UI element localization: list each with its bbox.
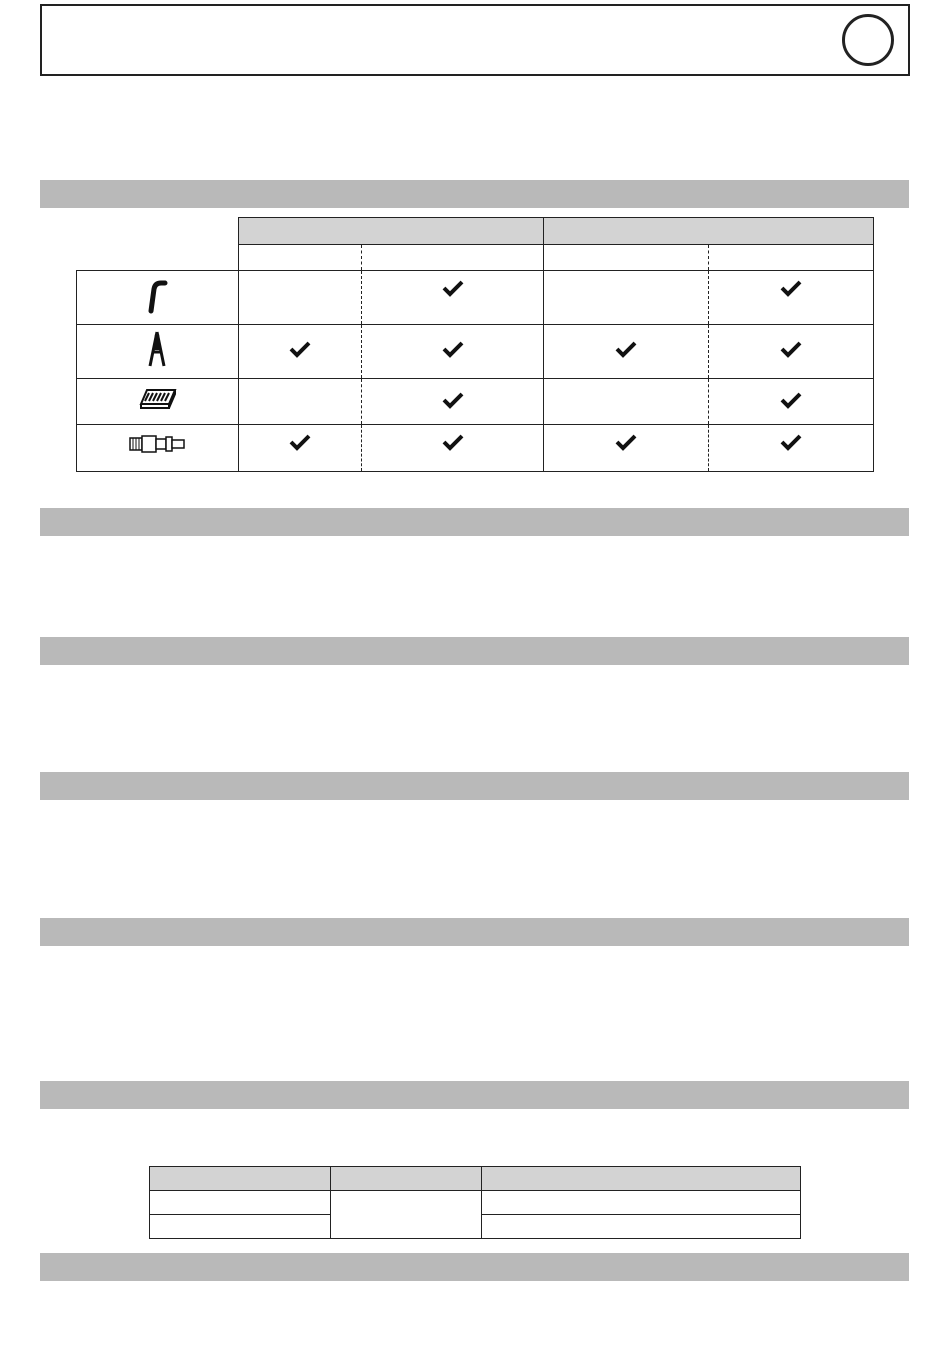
subheader-cell xyxy=(709,245,874,271)
check-cell xyxy=(238,325,361,379)
torch-icon xyxy=(145,275,169,315)
check-cell xyxy=(361,271,544,325)
spec-header-cell xyxy=(482,1167,801,1191)
check-cell xyxy=(238,425,361,472)
spec-cell xyxy=(150,1215,331,1239)
check-cell xyxy=(361,379,544,425)
table-corner xyxy=(77,218,239,245)
compatibility-table xyxy=(76,217,874,472)
circle-badge-icon xyxy=(842,14,894,66)
check-icon xyxy=(289,340,311,358)
check-cell xyxy=(709,271,874,325)
group-header-2 xyxy=(544,218,874,245)
check-icon xyxy=(780,391,802,409)
table-row xyxy=(77,271,874,325)
subheader-cell xyxy=(544,245,709,271)
spec-cell xyxy=(150,1191,331,1215)
check-cell xyxy=(709,379,874,425)
header-box xyxy=(40,4,910,76)
check-cell xyxy=(544,379,709,425)
group-header-1 xyxy=(238,218,544,245)
row-icon-cell xyxy=(77,425,239,472)
check-icon xyxy=(780,279,802,297)
check-cell xyxy=(544,325,709,379)
spec-merged-cell xyxy=(330,1191,482,1239)
section-bar-2 xyxy=(40,508,909,536)
check-cell xyxy=(544,271,709,325)
row-icon-cell xyxy=(77,271,239,325)
spec-cell xyxy=(482,1215,801,1239)
row-icon-cell xyxy=(77,379,239,425)
check-icon xyxy=(442,391,464,409)
section-bar-5 xyxy=(40,918,909,946)
check-icon xyxy=(615,340,637,358)
spec-header-cell xyxy=(150,1167,331,1191)
check-icon xyxy=(442,433,464,451)
check-icon xyxy=(289,433,311,451)
check-cell xyxy=(361,425,544,472)
quick-coupler-icon xyxy=(128,433,186,455)
check-cell xyxy=(709,325,874,379)
check-cell xyxy=(238,379,361,425)
check-cell xyxy=(361,325,544,379)
section-bar-3 xyxy=(40,637,909,665)
table-row xyxy=(77,379,874,425)
filter-cartridge-icon xyxy=(137,386,177,412)
section-bar-7 xyxy=(40,1253,909,1281)
row-icon-cell xyxy=(77,325,239,379)
section-bar-1 xyxy=(40,180,909,208)
check-icon xyxy=(615,433,637,451)
check-icon xyxy=(780,433,802,451)
check-icon xyxy=(442,279,464,297)
table-row xyxy=(77,425,874,472)
section-bar-6 xyxy=(40,1081,909,1109)
spec-table xyxy=(149,1166,801,1239)
subheader-cell xyxy=(361,245,544,271)
section-bar-4 xyxy=(40,772,909,800)
subheader-cell xyxy=(238,245,361,271)
check-cell xyxy=(238,271,361,325)
check-cell xyxy=(544,425,709,472)
spec-header-cell xyxy=(330,1167,482,1191)
earth-clamp-icon xyxy=(145,330,169,368)
table-row xyxy=(150,1191,801,1215)
spec-cell xyxy=(482,1191,801,1215)
check-cell xyxy=(709,425,874,472)
check-icon xyxy=(780,340,802,358)
check-icon xyxy=(442,340,464,358)
table-row xyxy=(77,325,874,379)
